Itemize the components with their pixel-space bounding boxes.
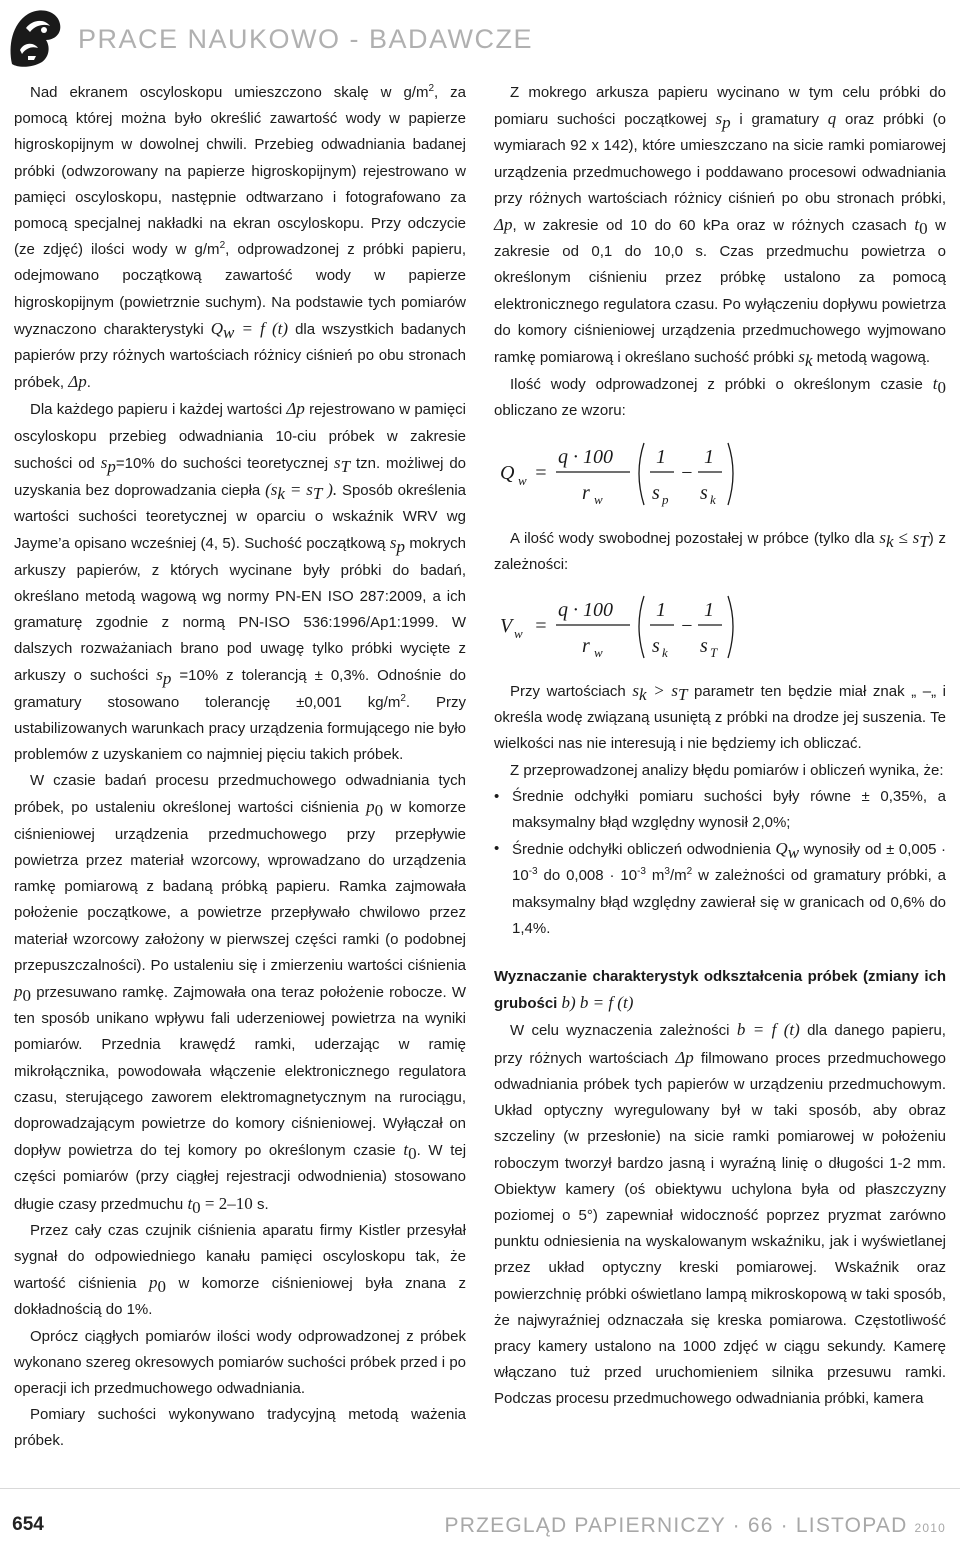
svg-text:=: = xyxy=(534,615,548,638)
section-title: PRACE NAUKOWO - BADAWCZE xyxy=(78,24,534,54)
page-header xyxy=(0,0,960,80)
svg-text:r: r xyxy=(582,481,590,504)
svg-text:−: − xyxy=(680,615,694,638)
paragraph: A ilość wody swobodnej pozostałej w próbce (tylko dla $s_k \le s_T$) z zależności: xyxy=(494,527,946,573)
formula-qw-svg xyxy=(494,429,946,519)
svg-text:s: s xyxy=(700,635,708,658)
journal-year: 2010 xyxy=(914,1521,946,1535)
svg-text:r: r xyxy=(582,635,590,658)
section-heading: Wyznaczanie charakterystyk odkształcenia próbek (zmiany ich grubości b) b = f (t) xyxy=(494,968,946,1013)
svg-text:1: 1 xyxy=(656,445,666,468)
svg-text:q · 100: q · 100 xyxy=(558,599,613,622)
svg-text:w: w xyxy=(518,472,527,488)
svg-text:q · 100: q · 100 xyxy=(558,445,613,468)
svg-text:k: k xyxy=(710,491,716,507)
svg-text:1: 1 xyxy=(704,445,714,468)
paragraph: Nad ekranem oscyloskopu umieszczono skalę w $g/m^2$, za pomocą której można było określić zawartość wody w papierze higroskopijnym w dowolnej chwili. Przebieg odwadniania badanej próbki (odwzorowany na papierze higroskopijnym) rejestrowano w pamięci oscyloskopu, następnie odtwarzano i fotografowano za pomocą specjalnej nakładki na ekran oscyloskopu. Przy odczycie (ze zdjęć) ilości wody w $g/m^2$, odprowadzonej z próbki papieru, odejmowano początkową zawartość wody w papierze higroskopijnym (powietrznie suchym). Na podstawie tych pomiarów wyznaczono charakterystyki $Q_w = f$ (t) dla wszystkich badanych papierów przy różnych wartościach różnicy ciśnień po obu stronach próbek, Δp. xyxy=(14,83,467,392)
paragraph: Z mokrego arkusza papieru wycinano w tym celu próbki do pomiaru suchości początkowej $s_p$ i gramatury q oraz próbki (o wymiarach 92 x 142), które umieszczano na sicie ramki pomiarowej urządzenia przedmuchowego i poddawano procesowi odwadniania przy różnych wartościach różnicy ciśnień po obu stronach próbki, Δp, w zakresie od 10 do 60 kPa oraz w różnych czasach $t_0$ w zakresie od 0,1 do 10,0 s. Czas przedmuchu powietrza o określonym ciśnieniu przez próbkę ustalono za pomocą elektronicznego regulatora czasu. Po wyłączeniu dopływu powietrza do komory ciśnieniowej urządzenia przedmuchowego wyjmowano ramkę pomiarową i określano suchość próbki $s_k$ metodą wagową. xyxy=(494,84,947,371)
paragraph: Ilość wody odprowadzonej z próbki o określonym czasie $t_0$ obliczano ze wzoru: xyxy=(494,374,946,420)
svg-text:1: 1 xyxy=(704,599,714,622)
list-item: • Średnie odchyłki pomiaru suchości były równe ± 0,35%, a maksymalny błąd względny wynosił 2,0%; xyxy=(494,784,946,836)
left-column xyxy=(14,80,466,1455)
footer-divider xyxy=(0,1488,960,1489)
paragraph: Oprócz ciągłych pomiarów ilości wody odprowadzonej z próbek wykonano szereg okresowych pomiarów suchości próbek przed i po operacji ich przedmuchowego odwadniania. xyxy=(14,1327,466,1397)
formula-vw xyxy=(494,582,946,672)
svg-text:p: p xyxy=(662,491,669,507)
paragraph: Z przeprowadzonej analizy błędu pomiarów i obliczeń wynika, że: xyxy=(510,761,944,779)
svg-text:w: w xyxy=(514,626,523,642)
paragraph: Przez cały czas czujnik ciśnienia aparatu firmy Kistler przesyłał sygnał do odpowiedniego kanału pamięci oscyloskopu tak, że wartość ciśnienia $p_0$ w komorze ciśnieniowej była znana z dokładnością do 1%. xyxy=(14,1221,466,1319)
bullet-icon: • xyxy=(494,787,500,805)
paragraph: W czasie badań procesu przedmuchowego odwadniania tych próbek, po ustaleniu określonej wartości ciśnienia $p_0$ w komorze ciśnieniowej urządzenia przedmuchowego przy przepływie powietrza przez materiał wzorcowy, wprowadzano do urządzenia ramkę pomiarową z badaną próbką papieru. Ramka zajmowała położenie początkowe, a powietrze przepływało chwilowo przez materiał wzorcowy założony w pierwszej części ramki (o podobnej przepuszczalności). Po ustaleniu się i zmierzeniu wartości ciśnienia $p_0$ przesuwano ramkę. Zajmowała ona teraz położenie robocze. W ten sposób unikano wpływu fali uderzeniowej powietrza na wyniki pomiarów. Przednia krawędź ramki, uderzając w ramię mikrołącznika, powodowała włączenie elektronicznego regulatora czasu, sterującego zaworem elektromagnetycznym na rurociągu, doprowadzającym powietrze do komory ciśnieniowej. Wyłączał on dopływ powietrza do tej komory po określonym czasie $t_0$. W tej części pomiarów (przy ciągłej rejestracji odwodnienia) stosowano długie czasy przedmuchu $t_0 = 2-10$ s. xyxy=(14,772,467,1217)
formula-vw-svg xyxy=(494,582,946,672)
right-column xyxy=(494,80,946,1413)
list-item: • Średnie odchyłki obliczeń odwodnienia $Q_w$ wynosiły od ± $0,005 \cdot 10^{-3}$ do $0,008 \cdot 10^{-3}$ $m^3/m^2$ w zależności od gramatury próbki, a maksymalny błąd względny zawierał się w granicach od 0,6% do 1,4%. xyxy=(494,836,946,942)
journal-logo-icon xyxy=(6,6,64,68)
bullet-icon: • xyxy=(494,840,500,858)
svg-text:s: s xyxy=(652,635,660,658)
paragraph: Dla każdego papieru i każdej wartości Δp rejestrowano w pamięci oscyloskopu przebieg odwadniania 10-ciu próbek w zakresie suchości od $s_p=10\%$ do suchości teoretycznej $s_T$ tzn. możliwej do uzyskania bez doprowadzania ciepła ($s_k = s_T$ ). Sposób określenia wartości suchości teoretycznej w oparciu o wskaźnik WRV wg Jayme’a opisano wcześniej (4, 5). Suchość początkową $s_p$ mokrych arkuszy papierów, z których wycinane były próbki do badań, określano metodą wagową wg normy PN-EN ISO 287:2009, a ich gramaturę zgodnie z normą PN-ISO 536:1996/Ap1:1999. W dalszych rozważaniach brano pod uwagę tylko próbki wycięte z arkuszy o suchości $s_p =10\%$ z tolerancją ± 0,3%. Odnośnie do gramatury stosowano tolerancję ±0,001 $kg/m^2$. Przy ustabilizowanych warunkach pracy urządzenia formującego nie było problemów z uzyskaniem co najmniej pięciu takich próbek. xyxy=(14,399,467,764)
svg-text:=: = xyxy=(534,461,548,484)
journal-footer xyxy=(445,1514,946,1538)
svg-text:s: s xyxy=(700,481,708,504)
formula-qw xyxy=(494,429,946,519)
svg-text:T: T xyxy=(710,645,718,661)
svg-text:−: − xyxy=(680,461,694,484)
journal-name: PRZEGLĄD PAPIERNICZY · 66 · LISTOPAD xyxy=(444,1514,908,1537)
paragraph: Pomiary suchości wykonywano tradycyjną metodą ważenia próbek. xyxy=(14,1406,466,1450)
paragraph: Przy wartościach $s_k > s_T$ parametr ten będzie miał znak „ –„ i określa wodę związaną usuniętą z próbki na drodze jej suszenia. Te wielkości nas nie interesują i nie będziemy ich obliczać. xyxy=(494,681,947,753)
paragraph: W celu wyznaczenia zależności b = f (t) dla danego papieru, przy różnych wartościach Δp filmowano proces przedmuchowego odwadniania próbek tych papierów w urządzeniu przedmuchowym. Układ optyczny wyregulowany był w taki sposób, aby obraz szczeliny (w przesłonie) na sicie ramki pomiarowej w położeniu roboczym tworzył bardzo jasną i wyraźną linię o długości 1-2 mm. Obiektyw kamery (oś obiektywu uchylona była od płaszczyzny poziomej o 5°) zapewniał widoczność poprzez pryzmat zarówno punktu odniesienia na wyskalowanym wskaźniku, jak i wyświetlanej przez układ optyczny kreski pomiarowej. Wskaźnik oraz powierzchnię próbki oświetlano lampą mikroskopową w taki sposób, że najwyraźniej odznaczała się kreska pomiarowa. Częstotliwość pracy kamery ustalono na 1000 zdjęć w ciągu sekundy. Kamerę włączano tuż przed uruchomieniem silnika przesuwu ramki. Podczas procesu przedmuchowego odwadniania próbki, kamera xyxy=(494,1020,947,1408)
svg-text:Q: Q xyxy=(500,461,515,484)
svg-text:V: V xyxy=(500,615,513,638)
bullet-list xyxy=(494,784,946,942)
svg-text:1: 1 xyxy=(656,599,666,622)
page-number: 654 xyxy=(12,1514,44,1535)
svg-text:w: w xyxy=(594,491,603,507)
svg-text:w: w xyxy=(594,645,603,661)
svg-text:k: k xyxy=(662,645,668,661)
svg-text:s: s xyxy=(652,481,660,504)
